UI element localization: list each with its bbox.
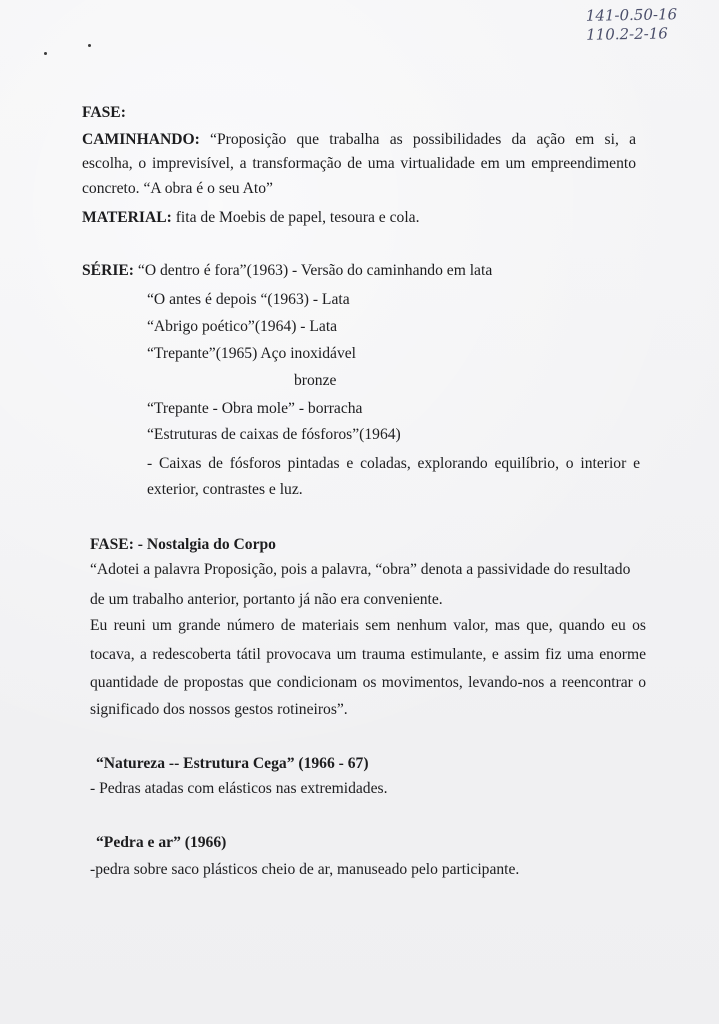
caminhando-label: CAMINHANDO: [82, 131, 200, 148]
annotation-line-2: 110.2-2-16 [585, 24, 668, 44]
quote-line-1: “Adotei a palavra Proposição, pois a palavra, “obra” denota a passividade do resultado [90, 561, 631, 578]
phase-heading: FASE: [82, 104, 126, 121]
work-desc-pedra-e-ar: -pedra sobre saco plásticos cheio de ar, manuseado pelo participante. [90, 861, 520, 878]
serie-item-5: “Trepante - Obra mole” - borracha [147, 400, 363, 417]
quote-line-3: Eu reuni um grande número de materiais sem nenhum valor, mas que, quando eu os [90, 617, 646, 634]
quote-line-5: quantidade de propostas que condicionam os movimentos, levando-nos a reencontrar o [90, 674, 646, 691]
quote-line-6: significado dos nossos gestos rotineiros”. [90, 701, 348, 718]
caminhando-paragraph-line-1 [82, 127, 636, 152]
serie-item-7-line-2: exterior, contrastes e luz. [147, 481, 303, 498]
caminhando-paragraph-line-3: concreto. “A obra é o seu Ato” [82, 180, 273, 197]
caminhando-paragraph-line-2: escolha, o imprevisível, a transformação de uma virtualidade em um empreendimento [82, 155, 636, 172]
work-title-natureza: “Natureza -- Estrutura Cega” (1966 - 67) [96, 755, 369, 772]
serie-item-6: “Estruturas de caixas de fósforos”(1964) [147, 426, 401, 443]
serie-item-3: “Abrigo poético”(1964) - Lata [147, 318, 338, 335]
serie-item-2: “O antes é depois “(1963) - Lata [147, 291, 350, 308]
speck-dot [44, 52, 47, 55]
speck-dot [88, 44, 91, 47]
work-title-pedra-e-ar: “Pedra e ar” (1966) [96, 834, 227, 851]
material-label: MATERIAL: [82, 209, 172, 226]
serie-item-4: “Trepante”(1965) Aço inoxidável [147, 345, 357, 362]
serie-item-1 [82, 262, 492, 280]
nostalgia-heading: FASE: - Nostalgia do Corpo [90, 536, 276, 553]
work-desc-natureza: - Pedras atadas com elásticos nas extremidades. [90, 780, 388, 797]
serie-label: SÉRIE: [82, 262, 134, 279]
material-line [82, 209, 420, 227]
caminhando-text-1: “Proposição que trabalha as possibilidades da ação em si, a [210, 131, 636, 148]
serie-item-4-material: bronze [294, 372, 337, 389]
archive-annotation [585, 5, 677, 45]
annotation-line-1: 141-0.50-16 [585, 5, 677, 25]
serie-item-7-line-1: - Caixas de fósforos pintadas e coladas, explorando equilíbrio, o interior e [147, 455, 640, 472]
quote-line-4: tocava, a redescoberta tátil provocava um trauma estimulante, e assim fiz uma enorme [90, 646, 646, 663]
serie-item-1-text: “O dentro é fora”(1963) - Versão do caminhando em lata [137, 262, 493, 279]
material-text: fita de Moebis de papel, tesoura e cola. [175, 209, 420, 226]
quote-line-2: de um trabalho anterior, portanto já não era conveniente. [90, 591, 443, 608]
